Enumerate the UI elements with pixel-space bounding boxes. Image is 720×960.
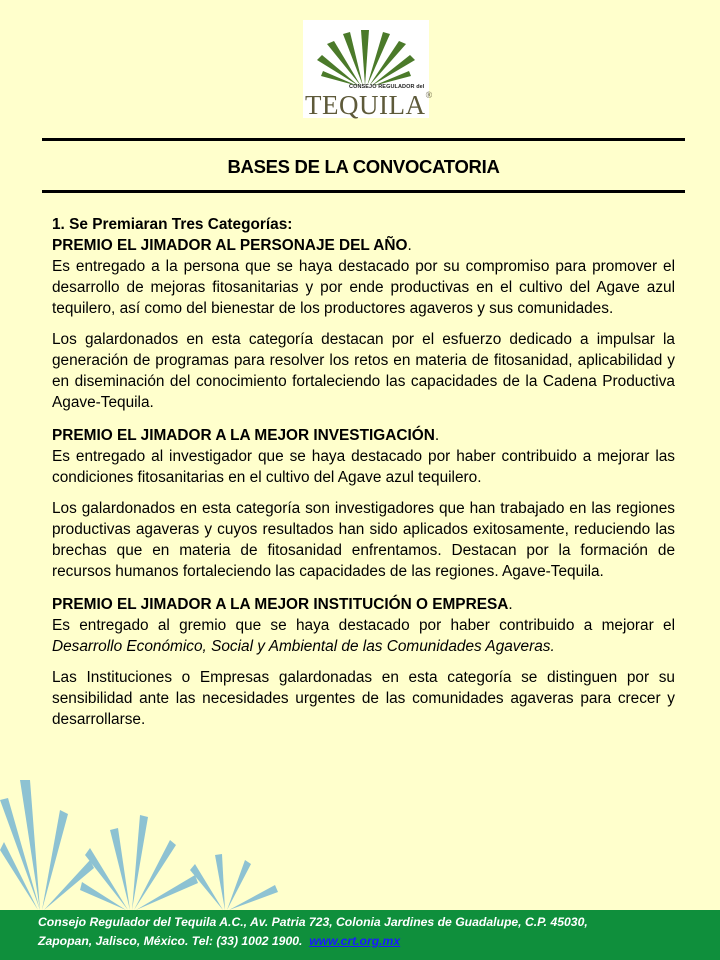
premio2-paragraph-2: Los galardonados en esta categoría son investigadores que han trabajado en las regiones productivas agaveras y cuyos resultados han sido aplicados exitosamente, reduciendo las brechas que en materia de fitosanidad enfrentamos. Destacan por la formación de recursos humanos fortaleciendo las capacidades de las regiones. Agave-Tequila. [52,500,675,580]
premio3-paragraph-1: Es entregado al gremio que se haya destacado por haber contribuido a mejorar el Desarrollo Económico, Social y Ambiental de las Comunidades Agaveras. [52,617,675,655]
premio1-heading: PREMIO EL JIMADOR AL PERSONAJE DEL AÑO. [52,237,412,254]
page-title: BASES DE LA CONVOCATORIA [227,156,500,177]
footer-contact: Zapopan, Jalisco, México. Tel: (33) 1002 1900. www.crt.org.mx [38,934,401,948]
premio3-heading: PREMIO EL JIMADOR A LA MEJOR INSTITUCIÓN O EMPRESA. [52,596,513,613]
premio1-paragraph-1: Es entregado a la persona que se haya destacado por su compromiso para promover el desarrollo de mejoras fitosanitarias y por ende productivas en el cultivo del Agave azul tequilero, así como del bienestar de los productores agaveros y sus comunidades. [52,258,675,317]
intro-heading: 1. Se Premiaran Tres Categorías: [52,216,293,233]
premio2-paragraph-1: Es entregado al investigador que se haya destacado por haber contribuido a mejorar las condiciones fitosanitarias en el cultivo del Agave azul tequilero. [52,448,675,486]
website-link[interactable]: www.crt.org.mx [309,934,401,948]
crt-logo [303,20,433,120]
agave-watermark-icon [0,760,300,910]
footer-address: Consejo Regulador del Tequila A.C., Av. Patria 723, Colonia Jardines de Guadalupe, C.P. 45030, [38,915,588,929]
document-body [52,214,675,730]
premio2-heading: PREMIO EL JIMADOR A LA MEJOR INVESTIGACIÓN. [52,427,440,444]
top-rule [42,138,685,141]
premio1-paragraph-2: Los galardonados en esta categoría destacan por el esfuerzo dedicado a impulsar la generación de programas para resolver los retos en materia de fitosanidad, aplicabilidad y en diseminación del conocimiento fortaleciendo las capacidades de la Cadena Productiva Agave-Tequila. [52,331,675,411]
premio3-paragraph-2: Las Instituciones o Empresas galardonadas en esta categoría se distinguen por su sensibilidad ante las necesidades urgentes de las comunidades agaveras para crecer y desarrollarse. [52,669,675,728]
logo-big-text: TEQUILA® [305,90,433,120]
footer [0,910,720,960]
logo-small-text: CONSEJO REGULADOR del [349,84,425,90]
bottom-rule [42,190,685,193]
